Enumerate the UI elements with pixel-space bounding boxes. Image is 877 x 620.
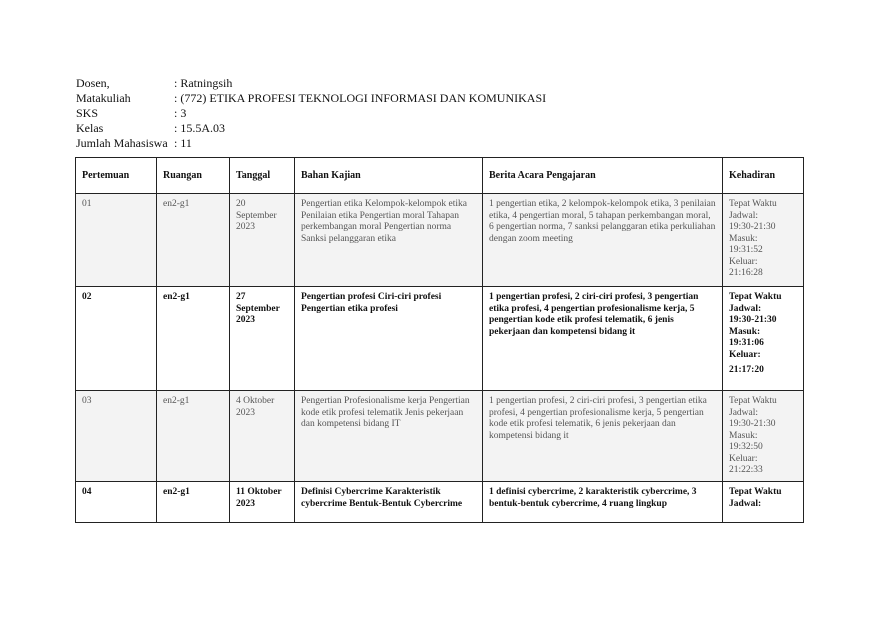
sks-value: : 3 — [174, 106, 187, 120]
keluar-label: Keluar: — [729, 256, 758, 267]
ruangan-cell: en2-g1 — [163, 199, 190, 209]
column-header-tanggal: Tanggal — [230, 158, 295, 194]
kehadiran-cell — [723, 391, 803, 481]
column-header-kehadiran: Kehadiran — [723, 158, 804, 194]
dosen-value: : Ratningsih — [174, 76, 233, 90]
kehadiran-status: Tepat Waktu — [729, 199, 777, 209]
attendance-table — [75, 157, 804, 523]
column-header-ruangan: Ruangan — [157, 158, 230, 194]
berita-acara-cell: 1 pengertian etika, 2 kelompok-kelompok etika, 3 penilaian etika, 4 pengertian moral, 5 tahapan perkembangan moral, 6 pengertian norma, 7 sanksi pelanggaran etika perkuliahan dengan zoom meeting — [489, 199, 716, 244]
jadwal-label: Jadwal: — [729, 407, 759, 418]
bahan-kajian-cell: Pengertian profesi Ciri-ciri profesi Pengertian etika profesi — [301, 292, 442, 314]
kehadiran-cell — [723, 194, 803, 284]
sks-row — [76, 106, 546, 121]
column-header-bahan-kajian: Bahan Kajian — [295, 158, 483, 194]
berita-acara-cell: 1 definisi cybercrime, 2 karakteristik cybercrime, 3 bentuk-bentuk cybercrime, 4 ruang lingkup — [489, 487, 697, 509]
column-header-pertemuan: Pertemuan — [76, 158, 157, 194]
tanggal-cell: 27 September 2023 — [236, 292, 280, 325]
dosen-label: Dosen, — [76, 76, 110, 90]
jadwal-value: 19:30-21:30 — [729, 315, 777, 325]
tanggal-cell: 20 September 2023 — [236, 199, 277, 232]
kehadiran-status: Tepat Waktu — [729, 292, 782, 302]
jadwal-value: 19:30-21:30 — [729, 222, 776, 232]
table-row — [76, 194, 804, 287]
jumlah-mahasiswa-label: Jumlah Mahasiswa — [76, 136, 168, 150]
kehadiran-cell — [723, 482, 803, 514]
ruangan-cell: en2-g1 — [163, 487, 190, 497]
tanggal-cell: 11 Oktober 2023 — [236, 487, 282, 509]
masuk-label: Masuk: — [729, 430, 758, 441]
ruangan-cell: en2-g1 — [163, 396, 190, 406]
document-header — [76, 76, 546, 151]
berita-acara-cell: 1 pengertian profesi, 2 ciri-ciri profesi, 3 pengertian etika profesi, 4 pengertian profesionalisme kerja, 5 pengertian kode etik profesi telematik, 6 jenis pekerjaan dan kompetensi bidang it — [489, 292, 699, 337]
jadwal-label: Jadwal: — [729, 210, 759, 221]
pertemuan-cell: 03 — [82, 396, 92, 406]
kelas-value: : 15.5A.03 — [174, 121, 225, 135]
jumlah-mahasiswa-value: : 11 — [174, 136, 192, 150]
table-row — [76, 287, 804, 391]
kehadiran-status: Tepat Waktu — [729, 396, 777, 406]
masuk-label: Masuk: — [729, 326, 761, 337]
bahan-kajian-cell: Pengertian Profesionalisme kerja Pengertian kode etik profesi telematik Jenis pekerjaan dan kompetensi bidang IT — [301, 396, 470, 429]
kelas-row — [76, 121, 546, 136]
jadwal-label: Jadwal: — [729, 498, 762, 509]
masuk-value: 19:32:50 — [729, 442, 763, 452]
masuk-value: 19:31:52 — [729, 245, 763, 255]
berita-acara-cell: 1 pengertian profesi, 2 ciri-ciri profesi, 3 pengertian etika profesi, 4 pengertian profesionalisme kerja, 5 pengertian kode etik profesi telematik, 6 jenis pekerjaan dan kompetensi bidang it — [489, 396, 707, 441]
matakuliah-row — [76, 91, 546, 106]
pertemuan-cell: 02 — [82, 292, 92, 302]
matakuliah-value: : (772) ETIKA PROFESI TEKNOLOGI INFORMASI DAN KOMUNIKASI — [174, 91, 547, 105]
tanggal-cell: 4 Oktober 2023 — [236, 396, 275, 418]
kelas-label: Kelas — [76, 121, 104, 135]
masuk-label: Masuk: — [729, 233, 758, 244]
jadwal-value: 19:30-21:30 — [729, 419, 776, 429]
table-row — [76, 482, 804, 523]
bahan-kajian-cell: Pengertian etika Kelompok-kelompok etika Penilaian etika Pengertian moral Tahapan perkembangan moral Pengertian norma Sanksi pelanggaran etika — [301, 199, 467, 244]
kehadiran-status: Tepat Waktu — [729, 487, 782, 497]
keluar-label: Keluar: — [729, 453, 758, 464]
masuk-value: 19:31:06 — [729, 338, 764, 348]
ruangan-cell: en2-g1 — [163, 292, 190, 302]
keluar-label: Keluar: — [729, 349, 761, 360]
matakuliah-label: Matakuliah — [76, 91, 131, 105]
sks-label: SKS — [76, 106, 99, 120]
keluar-value: 21:17:20 — [729, 365, 764, 375]
pertemuan-cell: 04 — [82, 487, 92, 497]
bahan-kajian-cell: Definisi Cybercrime Karakteristik cybercrime Bentuk-Bentuk Cybercrime — [301, 487, 463, 509]
column-header-berita-acara: Berita Acara Pengajaran — [483, 158, 723, 194]
jadwal-label: Jadwal: — [729, 303, 762, 314]
jumlah-mahasiswa-row — [76, 136, 546, 151]
keluar-value: 21:22:33 — [729, 465, 763, 475]
table-row — [76, 391, 804, 482]
keluar-value: 21:16:28 — [729, 268, 763, 278]
dosen-row — [76, 76, 546, 91]
pertemuan-cell: 01 — [82, 199, 92, 209]
kehadiran-cell — [723, 287, 803, 381]
table-header-row — [76, 158, 804, 194]
